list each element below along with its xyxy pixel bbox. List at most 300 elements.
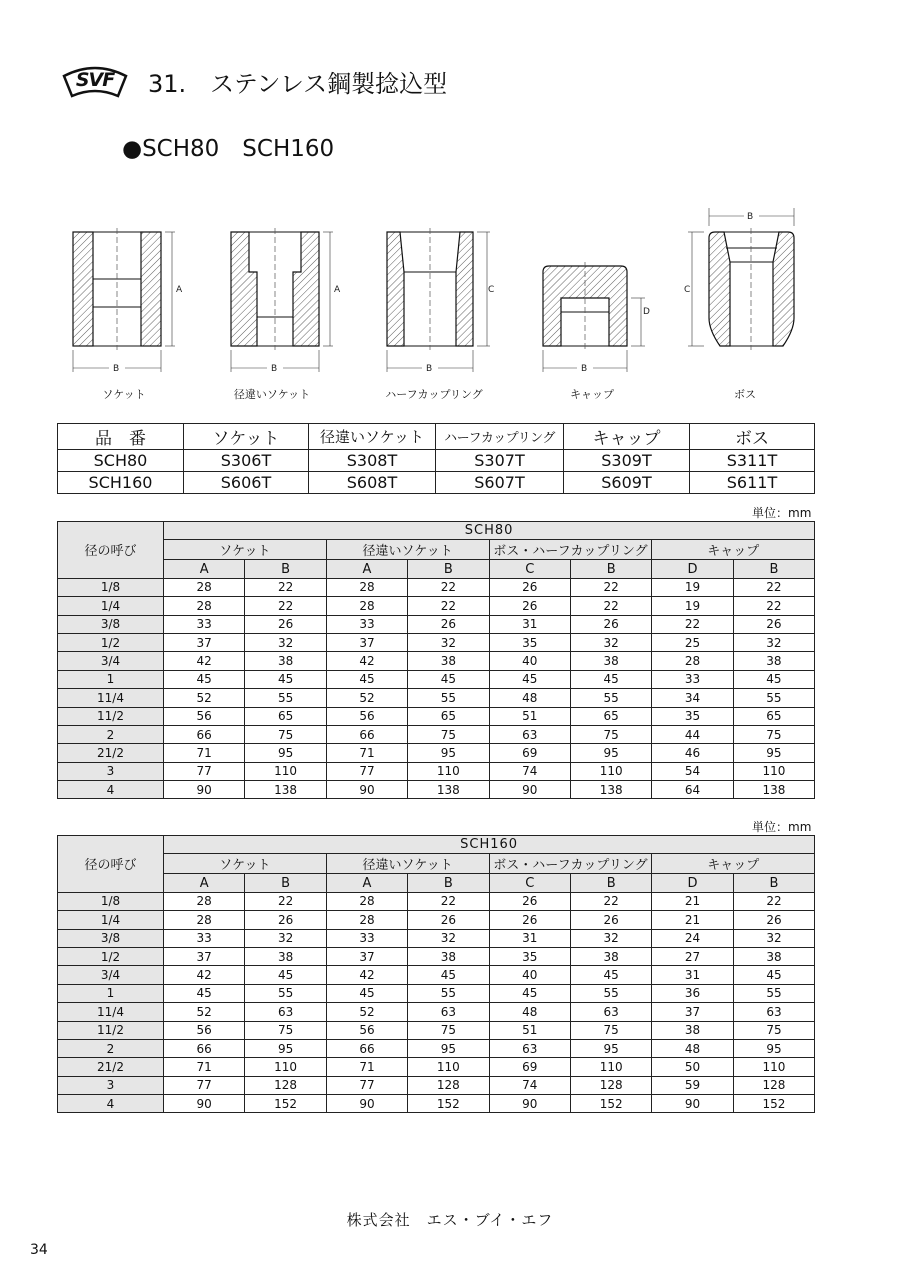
logo-text: SVF [75,69,115,91]
table-cell: 95 [408,1039,489,1057]
table-cell: 38 [733,652,814,670]
caption-half-coupling: ハーフカップリング [385,388,483,401]
table-cell: 37 [326,633,407,651]
dim-b-label: B [113,364,120,374]
table-cell: 45 [570,670,651,688]
table-cell: 152 [570,1095,651,1113]
table-cell: 26 [489,597,570,615]
table-cell: 55 [570,984,651,1002]
table-cell: 22 [570,597,651,615]
table-cell: 95 [570,1039,651,1057]
size-cell: 11/4 [58,1003,164,1021]
table-cell: 33 [326,929,407,947]
table-cell: 35 [489,633,570,651]
table-cell: S311T [690,450,815,472]
table-cell: S606T [184,472,309,494]
table-row [58,1076,815,1094]
table-cell: 42 [164,966,245,984]
unit-label-sch80: 単位：mm [752,506,812,520]
table-cell: 19 [652,578,733,596]
group-header: ボス・ハーフカップリング [489,854,652,874]
table-cell: 22 [570,892,651,910]
table-cell: SCH160 [58,472,184,494]
size-cell: 1 [58,670,164,688]
table-row [58,633,815,651]
table-cell: S309T [564,450,690,472]
table-cell: 52 [164,689,245,707]
size-cell: 3 [58,762,164,780]
table-row [58,966,815,984]
table-cell: 90 [164,781,245,799]
table-cell: 50 [652,1058,733,1076]
size-cell: 1/8 [58,578,164,596]
size-cell: 3/8 [58,615,164,633]
size-cell: 3 [58,1076,164,1094]
table-cell: 22 [733,578,814,596]
table-cell: 56 [164,707,245,725]
table-cell: S607T [436,472,564,494]
table-cell: 26 [489,892,570,910]
table-cell: 48 [489,689,570,707]
table-cell: 26 [408,615,489,633]
table-cell: 95 [570,744,651,762]
table-cell: S307T [436,450,564,472]
table-cell: 90 [489,1095,570,1113]
table-cell: 71 [326,744,407,762]
sch160-dimension-table [57,835,815,1113]
table-cell: 37 [164,947,245,965]
table-cell: 28 [164,911,245,929]
table-cell: 32 [733,929,814,947]
table-row [58,670,815,688]
table-cell: 66 [164,725,245,743]
table-cell: 22 [408,892,489,910]
socket-diagram [55,200,195,380]
table-cell: 71 [326,1058,407,1076]
sub-header: B [733,560,814,578]
table-cell: 25 [652,633,733,651]
size-cell: 11/2 [58,1021,164,1039]
table-cell: S306T [184,450,309,472]
table-cell: 28 [326,597,407,615]
size-cell: 4 [58,1095,164,1113]
group-header: 径違いソケット [326,854,489,874]
table-cell: 33 [164,615,245,633]
table-cell: 19 [652,597,733,615]
table-cell: 26 [733,615,814,633]
table-row [58,615,815,633]
table-cell: 24 [652,929,733,947]
table-cell: 110 [245,762,326,780]
socket-drawing [55,200,195,380]
table-cell: 64 [652,781,733,799]
table-cell: 110 [570,1058,651,1076]
reducing-socket-diagram [213,200,353,380]
table-cell: 55 [245,689,326,707]
table-cell: 128 [570,1076,651,1094]
table-cell: 63 [489,725,570,743]
table-cell: 55 [733,689,814,707]
table-cell: 28 [164,892,245,910]
sub-header: D [652,560,733,578]
table-cell: 66 [326,1039,407,1057]
table-cell: 56 [326,707,407,725]
cap-drawing [525,200,665,380]
table-cell: 22 [408,597,489,615]
dim-c-label: C [488,285,495,295]
table-cell: 52 [164,1003,245,1021]
table-cell: 45 [733,670,814,688]
table-cell: 138 [570,781,651,799]
caption-boss: ボス [734,388,756,401]
table-title: SCH160 [164,836,815,854]
table-cell: 71 [164,1058,245,1076]
header-cell: ソケット [184,424,309,450]
table-cell: 26 [489,911,570,929]
table-cell: 26 [570,911,651,929]
size-header: 径の呼び [58,522,164,579]
table-cell: 110 [408,1058,489,1076]
product-number-table [57,423,815,494]
table-cell: 45 [733,966,814,984]
table-cell: 35 [652,707,733,725]
table-row [58,781,815,799]
sub-header: B [408,560,489,578]
boss-diagram [680,200,820,380]
dim-b-label: B [747,212,754,222]
table-cell: 45 [489,984,570,1002]
table-cell: 75 [570,725,651,743]
sub-header: C [489,874,570,892]
table-cell: S608T [309,472,436,494]
group-header-row [58,854,815,874]
header-cell: ボス [690,424,815,450]
table-cell: 63 [245,1003,326,1021]
table-cell: 45 [326,670,407,688]
sub-header: A [326,874,407,892]
table-cell: 42 [326,966,407,984]
table-cell: 110 [245,1058,326,1076]
table-cell: 27 [652,947,733,965]
size-cell: 21/2 [58,744,164,762]
table-cell: 45 [326,984,407,1002]
size-cell: 1/2 [58,633,164,651]
table-cell: 31 [489,615,570,633]
sub-header: B [245,874,326,892]
table-cell: 51 [489,707,570,725]
table-cell: 33 [326,615,407,633]
table-cell: 63 [408,1003,489,1021]
table-cell: 75 [570,1021,651,1039]
table-cell: 128 [245,1076,326,1094]
table-cell: 38 [408,947,489,965]
table-cell: 59 [652,1076,733,1094]
table-cell: 77 [326,762,407,780]
dim-b-label: B [581,364,588,374]
dim-b-label: B [271,364,278,374]
table-cell: 65 [408,707,489,725]
table-cell: 55 [408,984,489,1002]
table-row [58,984,815,1002]
dim-a-label: A [334,285,341,295]
table-cell: 52 [326,1003,407,1021]
table-cell: 110 [733,762,814,780]
table-cell: 44 [652,725,733,743]
table-cell: 55 [408,689,489,707]
size-cell: 3/8 [58,929,164,947]
group-header: キャップ [652,540,815,560]
table-cell: 46 [652,744,733,762]
size-cell: 4 [58,781,164,799]
sch80-dimension-table [57,521,815,799]
table-cell: 74 [489,762,570,780]
group-header: 径違いソケット [326,540,489,560]
table-cell: 45 [570,966,651,984]
table-cell: 110 [570,762,651,780]
table-cell: 75 [245,1021,326,1039]
table-cell: 45 [408,966,489,984]
sub-header: B [245,560,326,578]
table-cell: 45 [245,670,326,688]
table-cell: 45 [164,670,245,688]
sub-header: B [570,874,651,892]
table-cell: 32 [570,929,651,947]
table-cell: 22 [570,578,651,596]
size-cell: 3/4 [58,652,164,670]
table-cell: 138 [408,781,489,799]
table-cell: 26 [570,615,651,633]
table-cell: 38 [245,652,326,670]
table-cell: 63 [733,1003,814,1021]
table-cell: 22 [652,615,733,633]
table-cell: 38 [652,1021,733,1039]
table-cell: 138 [245,781,326,799]
table-cell: S609T [564,472,690,494]
sub-header: C [489,560,570,578]
sub-header: B [408,874,489,892]
table-cell: 74 [489,1076,570,1094]
table-cell: 28 [652,652,733,670]
table-title: SCH80 [164,522,815,540]
table-cell: 63 [489,1039,570,1057]
table-cell: 95 [733,1039,814,1057]
table-cell: 45 [489,670,570,688]
size-cell: 1/4 [58,911,164,929]
table-cell: 128 [408,1076,489,1094]
table-cell: 55 [245,984,326,1002]
table-cell: 37 [164,633,245,651]
table-row [58,947,815,965]
table-cell: 45 [245,966,326,984]
table-cell: 21 [652,911,733,929]
table-cell: 21 [652,892,733,910]
table-cell: 28 [326,911,407,929]
table-cell: 38 [408,652,489,670]
table-cell: 42 [326,652,407,670]
table-cell: 95 [408,744,489,762]
table-cell: 90 [164,1095,245,1113]
table-row [58,1095,815,1113]
header-cell: ハーフカップリング [436,424,564,450]
table-cell: 28 [164,578,245,596]
table-cell: 22 [408,578,489,596]
company-name: 株式会社 エス・ブイ・エフ [346,1211,554,1229]
size-cell: 3/4 [58,966,164,984]
table-cell: 38 [570,652,651,670]
half-coupling-diagram [370,200,510,380]
table-row [58,707,815,725]
table-row [58,1058,815,1076]
table-cell: 51 [489,1021,570,1039]
table-cell: 40 [489,966,570,984]
table-cell: 110 [408,762,489,780]
table-cell: 48 [489,1003,570,1021]
reducing-socket-drawing [213,200,353,380]
table-row [58,472,815,494]
sub-header: A [326,560,407,578]
size-cell: 1/8 [58,892,164,910]
header-cell: 径違いソケット [309,424,436,450]
page-title: 31. ステンレス鋼製捻込型 [148,70,448,98]
table-cell: 26 [489,578,570,596]
table-cell: 75 [245,725,326,743]
header-cell: 品 番 [58,424,184,450]
table-cell: 138 [733,781,814,799]
table-cell: 66 [164,1039,245,1057]
table-cell: 42 [164,652,245,670]
table-cell: 77 [326,1076,407,1094]
table-cell: 48 [652,1039,733,1057]
table-cell: 45 [164,984,245,1002]
header-cell: キャップ [564,424,690,450]
table-cell: 65 [733,707,814,725]
group-header-row [58,540,815,560]
table-cell: 36 [652,984,733,1002]
table-cell: 95 [245,1039,326,1057]
table-cell: 152 [245,1095,326,1113]
table-cell: 69 [489,1058,570,1076]
dim-b-label: B [426,364,433,374]
dim-c-label: C [684,285,691,295]
group-header: ソケット [164,540,327,560]
table-cell: 75 [408,725,489,743]
table-cell: 63 [570,1003,651,1021]
table-row [58,892,815,910]
table-cell: 55 [570,689,651,707]
half-coupling-drawing [370,200,510,380]
table-cell: 66 [326,725,407,743]
table-cell: 22 [733,892,814,910]
table-cell: 37 [326,947,407,965]
sub-header-row [58,874,815,892]
table-cell: 33 [652,670,733,688]
table-cell: 26 [408,911,489,929]
cap-diagram [525,200,665,380]
table-cell: 69 [489,744,570,762]
table-row [58,597,815,615]
table-cell: 90 [326,781,407,799]
table-cell: 32 [408,633,489,651]
table-cell: 32 [733,633,814,651]
table-row [58,911,815,929]
group-header: ソケット [164,854,327,874]
table-row [58,762,815,780]
table-cell: SCH80 [58,450,184,472]
table-cell: 28 [326,578,407,596]
table-cell: 56 [326,1021,407,1039]
table-cell: 38 [733,947,814,965]
table-cell: 22 [245,578,326,596]
size-cell: 11/2 [58,707,164,725]
size-cell: 21/2 [58,1058,164,1076]
svf-logo [60,62,130,102]
table-cell: 32 [245,633,326,651]
table-cell: 110 [733,1058,814,1076]
table-cell: 152 [733,1095,814,1113]
sub-header-row [58,560,815,578]
sub-header: A [164,560,245,578]
size-header: 径の呼び [58,836,164,893]
table-row [58,450,815,472]
table-cell: 22 [245,597,326,615]
unit-label-sch160: 単位：mm [752,820,812,834]
table-row [58,578,815,596]
table-cell: 28 [326,892,407,910]
table-cell: 34 [652,689,733,707]
page-number: 34 [30,1242,48,1258]
caption-cap: キャップ [570,388,614,401]
group-header: キャップ [652,854,815,874]
table-cell: 56 [164,1021,245,1039]
table-cell: 75 [733,725,814,743]
caption-socket: ソケット [102,388,146,401]
table-cell: 38 [245,947,326,965]
table-cell: S308T [309,450,436,472]
table-cell: 32 [408,929,489,947]
sub-header: A [164,874,245,892]
table-cell: 90 [652,1095,733,1113]
table-cell: 28 [164,597,245,615]
table-row [58,1021,815,1039]
size-cell: 11/4 [58,689,164,707]
table-row [58,652,815,670]
table-cell: 22 [245,892,326,910]
table-cell: 75 [408,1021,489,1039]
sub-header: B [570,560,651,578]
table-cell: 77 [164,1076,245,1094]
table-cell: 22 [733,597,814,615]
dim-a-label: A [176,285,183,295]
size-cell: 2 [58,1039,164,1057]
table-title-row [58,836,815,854]
size-cell: 2 [58,725,164,743]
table-cell: 95 [733,744,814,762]
table-row [58,1003,815,1021]
table-cell: 35 [489,947,570,965]
boss-drawing [680,200,820,380]
table-cell: 128 [733,1076,814,1094]
section-subtitle: ●SCH80 SCH160 [122,136,335,162]
table-cell: 152 [408,1095,489,1113]
table-cell: 54 [652,762,733,780]
sub-header: B [733,874,814,892]
table-row [58,929,815,947]
table-cell: 65 [245,707,326,725]
table-cell: 32 [245,929,326,947]
table-cell: 26 [245,911,326,929]
table-cell: 38 [570,947,651,965]
group-header: ボス・ハーフカップリング [489,540,652,560]
